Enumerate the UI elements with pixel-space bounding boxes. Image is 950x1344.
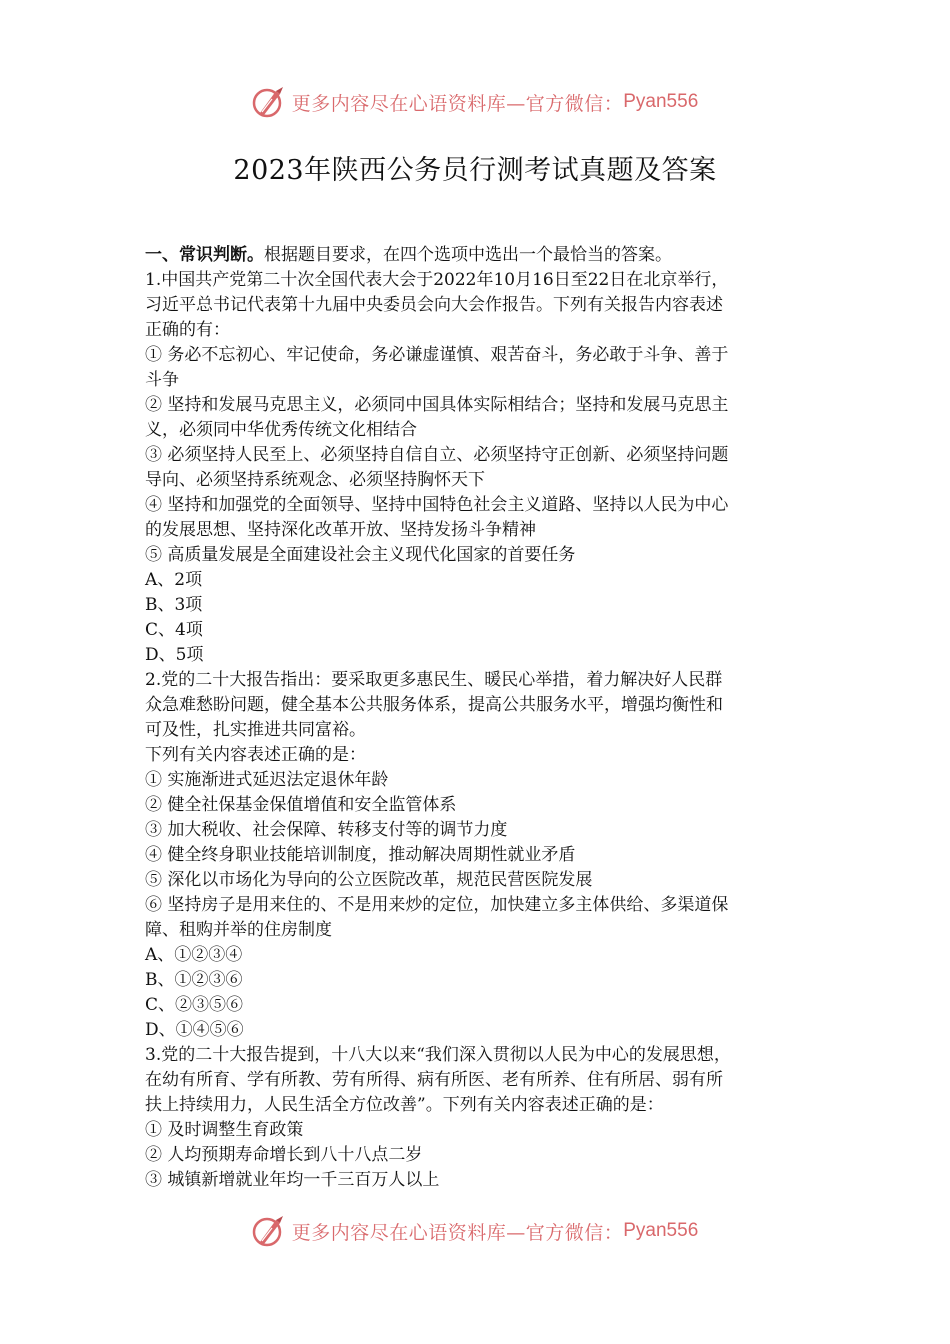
text-line: ④ 健全终身职业技能培训制度，推动解决周期性就业矛盾	[145, 845, 576, 865]
text-line: 障、租购并举的住房制度	[145, 920, 332, 940]
text-line: 众急难愁盼问题，健全基本公共服务体系，提高公共服务水平，增强均衡性和	[145, 695, 723, 715]
text-line: 在幼有所育、学有所教、劳有所得、病有所医、老有所养、住有所居、弱有所	[145, 1070, 723, 1090]
banner-wechat-id: Pyan556	[623, 1220, 699, 1241]
text-line: ③ 城镇新增就业年均一千三百万人以上	[145, 1170, 440, 1190]
section-heading: 一、常识判断。	[145, 245, 264, 265]
text-line: 导向、必须坚持系统观念、必须坚持胸怀天下	[145, 470, 485, 490]
banner-text: 更多内容尽在心语资料库—官方微信：	[291, 1221, 624, 1244]
text-line: A、①②③④	[145, 945, 243, 965]
text-line: 下列有关内容表述正确的是：	[145, 745, 366, 765]
pen-feather-logo-icon	[252, 85, 286, 119]
text-line: ③ 必须坚持人民至上、必须坚持自信自立、必须坚持守正创新、必须坚持问题	[145, 445, 729, 465]
text-line: ① 及时调整生育政策	[145, 1120, 304, 1140]
text-line: ① 务必不忘初心、牢记使命，务必谦虚谨慎、艰苦奋斗，务必敢于斗争、善于	[145, 345, 729, 365]
text-line: 扶上持续用力，人民生活全方位改善”。下列有关内容表述正确的是：	[145, 1095, 664, 1115]
text-line: B、3项	[145, 595, 203, 615]
text-line: 义，必须同中华优秀传统文化相结合	[145, 420, 417, 440]
text-line: ② 坚持和发展马克思主义，必须同中国具体实际相结合；坚持和发展马克思主	[145, 395, 729, 415]
text-line: A、2项	[145, 570, 203, 590]
text-line: ② 人均预期寿命增长到八十八点二岁	[145, 1145, 423, 1165]
text-line: 3.党的二十大报告提到，十八大以来“我们深入贯彻以人民为中心的发展思想，	[145, 1045, 731, 1065]
footer-banner	[0, 1211, 950, 1251]
text-line: D、5项	[145, 645, 204, 665]
text-line: 习近平总书记代表第十九届中央委员会向大会作报告。下列有关报告内容表述	[145, 295, 723, 315]
text-line: 可及性，扎实推进共同富裕。	[145, 720, 366, 740]
text-line: 的发展思想、坚持深化改革开放、坚持发扬斗争精神	[145, 520, 536, 540]
text-line: ⑤ 高质量发展是全面建设社会主义现代化国家的首要任务	[145, 545, 576, 565]
question-lines	[145, 268, 815, 1193]
text-line: ⑤ 深化以市场化为导向的公立医院改革，规范民营医院发展	[145, 870, 593, 890]
header-banner	[0, 82, 950, 122]
text-line: ③ 加大税收、社会保障、转移支付等的调节力度	[145, 820, 508, 840]
text-line: B、①②③⑥	[145, 970, 243, 990]
text-line: C、4项	[145, 620, 203, 640]
text-line: ② 健全社保基金保值增值和安全监管体系	[145, 795, 457, 815]
text-line: 正确的有：	[145, 320, 230, 340]
section-heading-line	[145, 243, 815, 268]
document-body	[145, 243, 815, 1193]
banner-wechat-id: Pyan556	[623, 91, 699, 112]
text-line: ④ 坚持和加强党的全面领导、坚持中国特色社会主义道路、坚持以人民为中心	[145, 495, 729, 515]
text-line: D、①④⑤⑥	[145, 1020, 244, 1040]
banner-text: 更多内容尽在心语资料库—官方微信：	[291, 92, 624, 115]
pen-feather-logo-icon	[252, 1214, 286, 1248]
document-title: 2023年陕西公务员行测考试真题及答案	[233, 155, 717, 186]
section-instruction: 根据题目要求，在四个选项中选出一个最恰当的答案。	[264, 245, 672, 265]
text-line: ① 实施渐进式延迟法定退休年龄	[145, 770, 389, 790]
text-line: 1.中国共产党第二十次全国代表大会于2022年10月16日至22日在北京举行，	[145, 270, 729, 290]
text-line: 2.党的二十大报告指出：要采取更多惠民生、暖民心举措，着力解决好人民群	[145, 670, 723, 690]
text-line: 斗争	[145, 370, 179, 390]
text-line: ⑥ 坚持房子是用来住的、不是用来炒的定位，加快建立多主体供给、多渠道保	[145, 895, 729, 915]
text-line: C、②③⑤⑥	[145, 995, 244, 1015]
